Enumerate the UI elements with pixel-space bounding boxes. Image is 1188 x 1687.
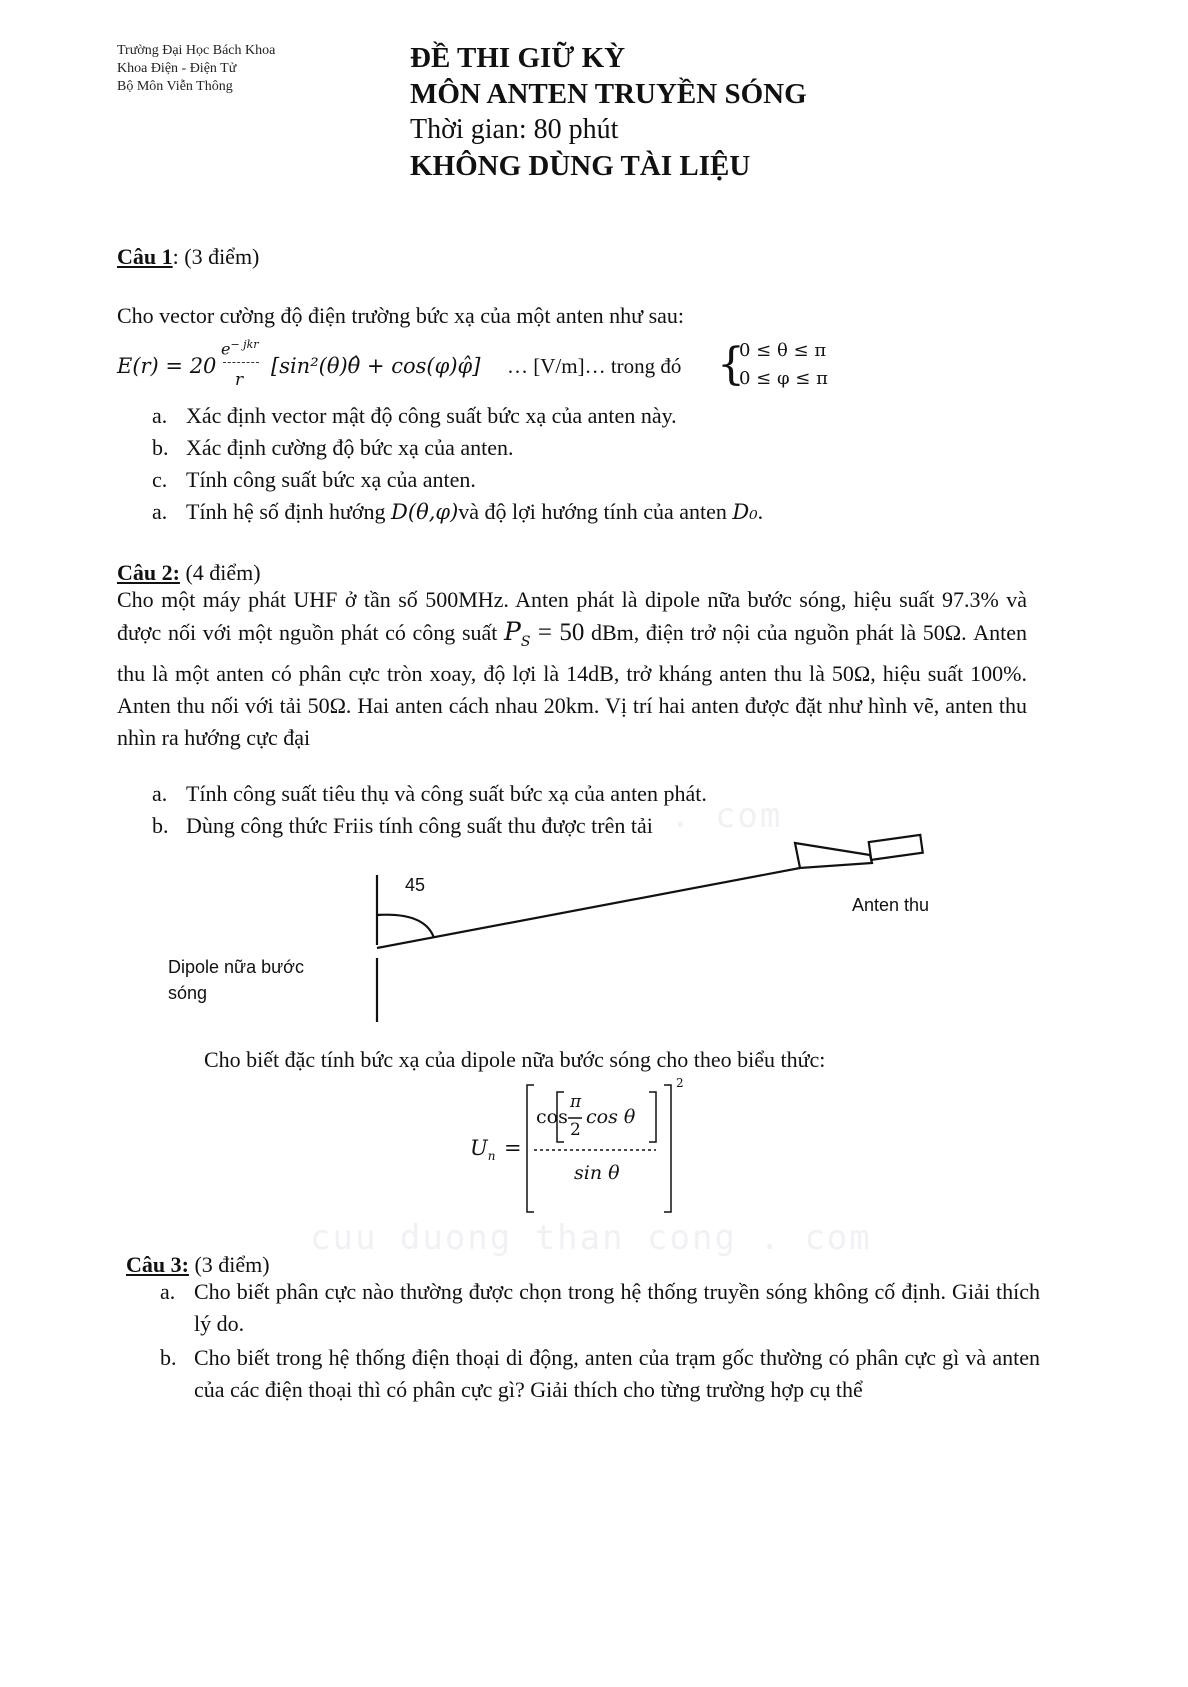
q1-points: : (3 điểm) <box>172 244 260 269</box>
exam-subject: MÔN ANTEN TRUYỀN SÓNG <box>410 78 807 110</box>
un-eq: = <box>504 1136 522 1160</box>
q3-title: Câu 3: <box>126 1252 189 1277</box>
un-two: 2 <box>570 1120 581 1140</box>
un-lhs: $U_n$ <box>470 1136 496 1164</box>
q2-given: Cho biết đặc tính bức xạ của dipole nữa bước sóng cho theo biểu thức: <box>204 1047 826 1072</box>
q2-ps-value: = 50 <box>530 619 585 646</box>
watermark-text: . com <box>670 796 783 836</box>
list-item: b. Xác định cường độ bức xạ của anten. <box>152 435 514 460</box>
q3-points: (3 điểm) <box>188 1252 270 1277</box>
un-pi: π <box>570 1092 582 1112</box>
list-item: a. Cho biết phân cực nào thường được chọn trong hệ thống truyền sóng không cố định. Giải thích lý do. <box>160 1279 1040 1336</box>
q2-points: (4 điểm) <box>179 560 261 585</box>
list-item: a. Xác định vector mật độ công suất bức xạ của anten này. <box>152 403 677 428</box>
list-item: c. Tính công suất bức xạ của anten. <box>152 467 476 492</box>
receiver-horn-icon <box>795 843 872 868</box>
q2-paragraph: Cho một máy phát UHF ở tần số 500MHz. Anten phát là dipole nữa bước sóng, hiệu suất 97.3% và được nối với một nguồn phát có công suất $P_S = 50$ dBm, điện trở nội của nguồn phát là 50Ω. Anten thu là một anten có phân cực tròn xoay, độ lợi là 14dB, trở kháng anten thu là 50Ω, hiệu suất 100%. Anten thu nối với tải 50Ω. Hai anten cách nhau 20km. Vị trí hai anten được đặt như hình vẽ, anten thu nhìn ra hướng cực đại <box>117 587 1028 750</box>
angle-arc <box>377 915 434 938</box>
figure-angle-label: 45 <box>405 875 426 895</box>
q1-formula-unit: … [V/m]… trong đó <box>507 354 682 378</box>
faculty-name: Khoa Điện - Điện Tử <box>117 61 237 76</box>
q1-heading <box>117 244 259 270</box>
q1-cond-phi: 0 ≤ φ ≤ π <box>739 368 828 389</box>
list-item: b. Cho biết trong hệ thống điện thoại di động, anten của trạm gốc thường có phân cực gì và anten của các điện thoại thì có phân cực gì? Giải thích cho từng trường hợp cụ thể <box>160 1345 1040 1402</box>
q1-formula <box>117 336 837 396</box>
q1-cond-theta: 0 ≤ θ ≤ π <box>739 340 827 361</box>
exam-time: Thời gian: 80 phút <box>410 114 619 145</box>
q1-frac-num: $e^{- jkr}$ <box>221 338 259 359</box>
q1-items <box>152 400 1012 528</box>
un-cos: cos <box>536 1106 568 1128</box>
un-power: 2 <box>676 1076 684 1090</box>
exam-note: KHÔNG DÙNG TÀI LIỆU <box>410 150 751 182</box>
q3-heading <box>126 1252 270 1278</box>
list-item: a. Tính công suất tiêu thụ và công suất bức xạ của anten phát. <box>152 781 707 806</box>
list-item: a. Tính hệ số định hướng D(θ,φ)và độ lợi hướng tính của anten D₀. <box>152 499 764 524</box>
q3-items <box>160 1276 1040 1406</box>
q2-title: Câu 2: <box>117 560 180 585</box>
exam-title: ĐỀ THI GIỮ KỲ <box>410 42 626 74</box>
institution-header <box>117 42 275 96</box>
q1-brace: { <box>717 339 745 390</box>
propagation-line <box>377 868 800 948</box>
un-sin-theta: sin θ <box>574 1162 620 1184</box>
figure-rx-label: Anten thu <box>852 895 930 915</box>
q1-formula-bracket: [sin²(θ)θ̂ + cos(φ)φ̂] <box>271 354 481 378</box>
q1-frac-bar <box>223 362 259 363</box>
un-formula <box>460 1076 700 1220</box>
q2-items <box>152 778 1012 842</box>
watermark-text: cuu duong than cong . com <box>310 1218 872 1258</box>
q1-frac-den: r <box>235 370 244 390</box>
q1-intro: Cho vector cường độ điện trường bức xạ của một anten như sau: <box>117 303 685 328</box>
school-name: Trường Đại Học Bách Khoa <box>117 43 276 58</box>
un-cos-theta: cos θ <box>586 1106 636 1128</box>
q2-heading <box>117 560 261 586</box>
list-item: b. Dùng công thức Friis tính công suất thu được trên tải <box>152 813 653 838</box>
un-brackets <box>524 1080 694 1220</box>
q1-title: Câu 1 <box>117 244 173 269</box>
q1-formula-lhs: E(r) = 20 <box>117 354 217 378</box>
q2-ps-symbol: $P_S$ <box>504 617 531 650</box>
exam-header <box>410 40 807 184</box>
figure-tx-label: Dipole nữa bước sóng <box>168 957 304 1003</box>
department-name: Bộ Môn Viễn Thông <box>117 79 233 94</box>
